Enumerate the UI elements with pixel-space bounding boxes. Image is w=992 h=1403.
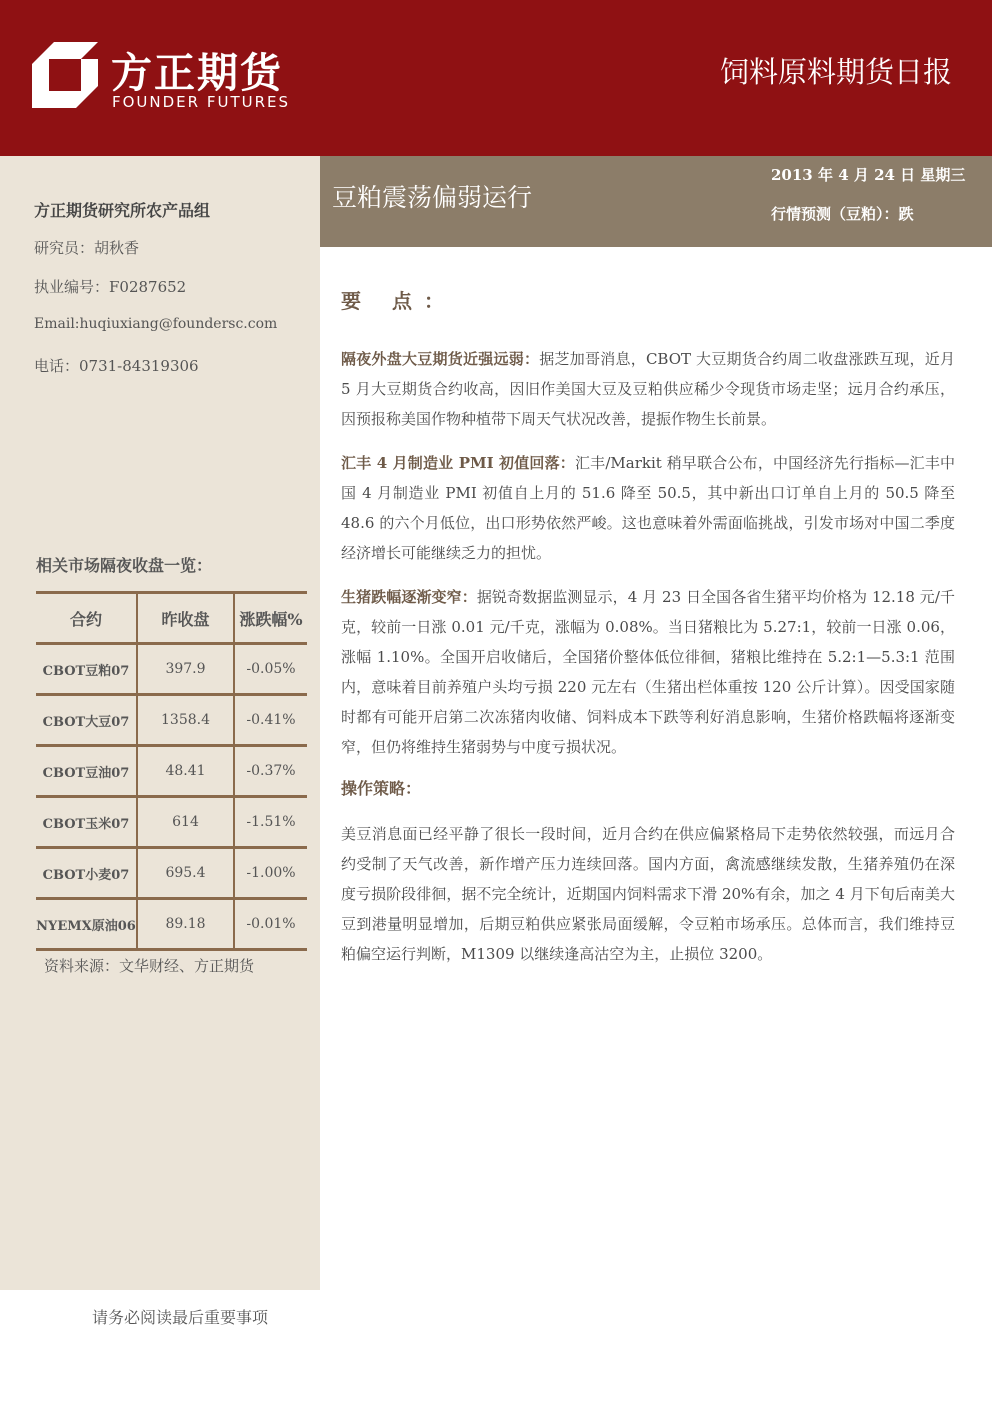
research-group: 方正期货研究所农产品组 [34,201,211,220]
key-point-paragraph [341,344,955,434]
report-header [0,0,992,156]
analyst-email[interactable]: Email:huqiuxiang@foundersc.com [34,316,278,332]
close-price: 48.41 [137,746,234,797]
table-row [36,746,307,797]
paragraph-text: 据芝加哥消息，CBOT 大豆期货合约周二收盘涨跌互现，近月 5 月大豆期货合约收高，因旧作美国大豆及豆粕供应稀少令现货市场走坚；远月合约承压，因预报称美国作物种植带下周天气状况改善，提振作物生长前景。 [341,350,955,428]
contract-name: CBOT玉米07 [36,797,137,848]
table-row [36,644,307,695]
column-header: 涨跌幅% [234,593,307,644]
table-row [36,848,307,899]
key-points-heading: 要 点： [341,289,456,313]
contract-name: CBOT小麦07 [36,848,137,899]
main-content [341,285,955,983]
market-summary-title: 相关市场隔夜收盘一览： [36,556,213,575]
column-header: 合约 [36,593,137,644]
analyst-phone: 电话：0731-84319306 [34,357,199,375]
strategy-heading: 操作策略： [341,779,422,798]
contract-name: NYEMX原油06 [36,899,137,950]
analyst-name: 研究员：胡秋香 [34,239,140,257]
report-name: 饲料原料期货日报 [719,55,952,89]
paragraph-lead: 生猪跌幅逐渐变窄： [341,588,477,606]
table-header-row [36,593,307,644]
change-percent: -0.37% [234,746,307,797]
document-title: 豆粕震荡偏弱运行 [332,183,533,212]
title-band [320,156,992,247]
close-price: 614 [137,797,234,848]
close-price: 89.18 [137,899,234,950]
market-forecast: 行情预测（豆粕）：跌 [771,205,914,223]
key-point-paragraph [341,448,955,568]
contract-name: CBOT豆粕07 [36,644,137,695]
change-percent: -1.00% [234,848,307,899]
report-date: 2013 年 4 月 24 日 星期三 [771,166,966,184]
change-percent: -0.01% [234,899,307,950]
market-table [36,591,307,951]
contract-name: CBOT大豆07 [36,695,137,746]
change-percent: -0.05% [234,644,307,695]
close-price: 695.4 [137,848,234,899]
data-source: 资料来源：文华财经、方正期货 [44,957,255,975]
table-row [36,797,307,848]
key-point-paragraph [341,582,955,762]
logo-chinese-name: 方正期货 [111,49,283,97]
paragraph-lead: 隔夜外盘大豆期货近强远弱： [341,350,540,368]
contract-name: CBOT豆油07 [36,746,137,797]
table-row [36,899,307,950]
change-percent: -1.51% [234,797,307,848]
license-number: 执业编号：F0287652 [34,278,187,296]
close-price: 397.9 [137,644,234,695]
change-percent: -0.41% [234,695,307,746]
paragraph-lead: 汇丰 4 月制造业 PMI 初值回落： [341,454,575,472]
sidebar [0,156,320,1290]
disclaimer-note: 请务必阅读最后重要事项 [92,1308,269,1327]
paragraph-text: 据锐奇数据监测显示，4 月 23 日全国各省生猪平均价格为 12.18 元/千克，较前一日涨 0.01 元/千克，涨幅为 0.08%。当日猪粮比为 5.27:1，较前一日涨 0.06，涨幅 1.10%。全国开启收储后，全国猪价整体低位徘徊，猪粮比维持在 5.2:1—5.3:1 范围内，意味着目前养殖户头均亏损 220 元左右（生猪出栏体重按 120 公斤计算）。因受国家随时都有可能开启第二次冻猪肉收储、饲料成本下跌等利好消息影响，生猪价格跌幅将逐渐变窄，但仍将维持生猪弱势与中度亏损状况。 [341,588,955,756]
strategy-paragraph: 美豆消息面已经平静了很长一段时间，近月合约在供应偏紧格局下走势依然较强，而远月合约受制了天气改善，新作增产压力连续回落。国内方面，禽流感继续发散，生猪养殖仍在深度亏损阶段徘徊，据不完全统计，近期国内饲料需求下滑 20%有余，加之 4 月下旬后南美大豆到港量明显增加，后期豆粕供应紧张局面缓解，令豆粕市场承压。总体而言，我们维持豆粕偏空运行判断，M1309 以继续逢高沽空为主，止损位 3200。 [341,825,955,963]
logo-english-name: FOUNDER FUTURES [112,93,291,111]
close-price: 1358.4 [137,695,234,746]
column-header: 昨收盘 [137,593,234,644]
founder-logo-icon [32,42,98,108]
table-row [36,695,307,746]
paragraph-text: 汇丰/Markit 稍早联合公布，中国经济先行指标—汇丰中国 4 月制造业 PMI 初值自上月的 51.6 降至 50.5，其中新出口订单自上月的 50.5 降至 48.6 的六个月低位，出口形势依然严峻。这也意味着外需面临挑战，引发市场对中国二季度经济增长可能继续乏力的担忧。 [341,454,955,562]
